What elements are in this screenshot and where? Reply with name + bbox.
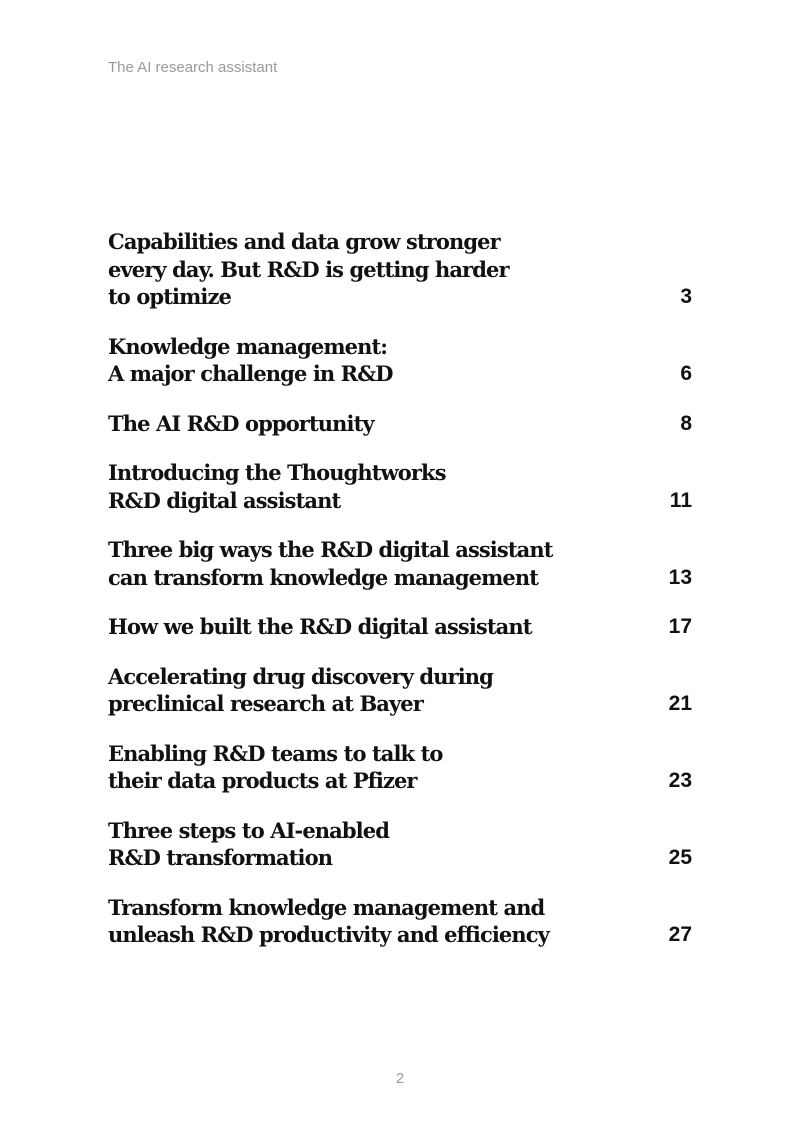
toc-entry[interactable] [108, 228, 692, 311]
toc-entry-title: Three steps to AI-enabled R&D transformation [108, 817, 389, 870]
toc-entry-title: Accelerating drug discovery during preclinical research at Bayer [108, 663, 493, 716]
toc-entry-title: Capabilities and data grow stronger every day. But R&D is getting harder to optimize [108, 229, 509, 309]
toc-entry-page: 25 [668, 846, 692, 869]
toc-entry-title: Transform knowledge management and unleash R&D productivity and efficiency [108, 894, 549, 947]
toc-entry[interactable] [108, 410, 692, 438]
toc-entry-title: The AI R&D opportunity [108, 410, 374, 436]
toc-entry-page: 3 [680, 285, 692, 308]
toc-entry-title: How we built the R&D digital assistant [108, 614, 532, 639]
running-header: The AI research assistant [108, 59, 278, 76]
toc-entry-page: 13 [668, 565, 692, 589]
toc-entry[interactable] [108, 613, 692, 641]
toc-entry[interactable] [108, 333, 692, 388]
toc-entry[interactable] [108, 817, 692, 872]
toc-entry-title: Knowledge management: A major challenge in R&D [108, 333, 393, 386]
toc-entry[interactable] [108, 536, 692, 591]
toc-entry-title: Three big ways the R&D digital assistant can transform knowledge management [108, 537, 553, 590]
toc-entry-title: Introducing the Thoughtworks R&D digital assistant [108, 460, 446, 513]
toc-entry-title: Enabling R&D teams to talk to their data products at Pfizer [108, 740, 443, 793]
toc-entry-page: 11 [669, 488, 692, 512]
toc-entry[interactable] [108, 740, 692, 795]
toc-entry[interactable] [108, 459, 692, 514]
toc-entry-page: 17 [668, 615, 692, 638]
toc-entry[interactable] [108, 663, 692, 718]
toc-entry-page: 8 [680, 411, 692, 435]
toc-entry-page: 23 [668, 769, 692, 792]
toc-entry-page: 6 [680, 362, 692, 385]
page-number: 2 [395, 1070, 405, 1087]
toc-entry-page: 21 [668, 692, 692, 715]
toc-entry[interactable] [108, 894, 692, 949]
toc-entry-page: 27 [668, 923, 692, 946]
table-of-contents [108, 228, 692, 971]
